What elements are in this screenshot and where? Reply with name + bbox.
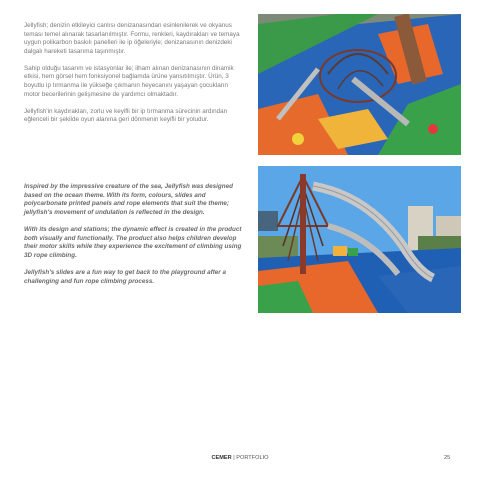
english-paragraph-2: With its design and stations; the dynamic effect is created in the product both visually and functionally. The product also helps children develop their motor skills while they experience the excitement of climbing using 3D rope climbing. xyxy=(24,225,242,259)
turkish-paragraph-1: Jellyfish; denizin etkileyici canlısı denizanasından esinlenilerek ve okyanus teması temel alınarak tasarlanılmıştır. Formu, renkleri, kaydırakları ve temaya uygun polikarbon baskılı panelleri ile ip öğeleriyle; denizanasının denizdeki dalgalı hareketi tasarıma taşınmıştır. xyxy=(24,22,240,55)
english-description xyxy=(24,183,244,295)
english-paragraph-3: Jellyfish's slides are a fun way to get back to the playground after a challenging and fun rope climbing process. xyxy=(24,268,227,285)
english-paragraph-1: Inspired by the impressive creature of the sea, Jellyfish was designed based on the ocean theme. With its form, colours, slides and polycarbonate printed panels and rope elements that suit the theme; jellyfish's movement of undulation is reflected in the design. xyxy=(24,183,233,216)
turkish-paragraph-2: Sahip olduğu tasarım ve istasyonlar ile; ilham alınan denizanasının dinamik etkisi, hem görsel hem fonksiyonel bağlamda ürüne yansıtılmıştır. Ürün, 3 boyutlu ip tırmanma ile yükseğe çıkmanın heyecanını yaşayan çocukların motor becerilerinin gelişmesine de yardımcı olmaktadır. xyxy=(24,64,234,98)
page-number: 25 xyxy=(444,455,451,461)
playground-aerial-photo xyxy=(258,14,461,155)
footer-separator: | xyxy=(233,455,235,461)
playground-slide-photo xyxy=(258,166,461,313)
footer-brand xyxy=(0,455,480,461)
brand-name: CEMER xyxy=(211,455,232,461)
turkish-description xyxy=(24,22,242,133)
footer-section: PORTFOLIO xyxy=(236,455,269,461)
turkish-paragraph-3: Jellyfish'in kaydırakları, zorlu ve keyifli bir ip tırmanma sürecinin ardından eğlenceli bir şekilde oyun alanına geri dönmenin keyifli bir yoludur. xyxy=(24,107,228,124)
